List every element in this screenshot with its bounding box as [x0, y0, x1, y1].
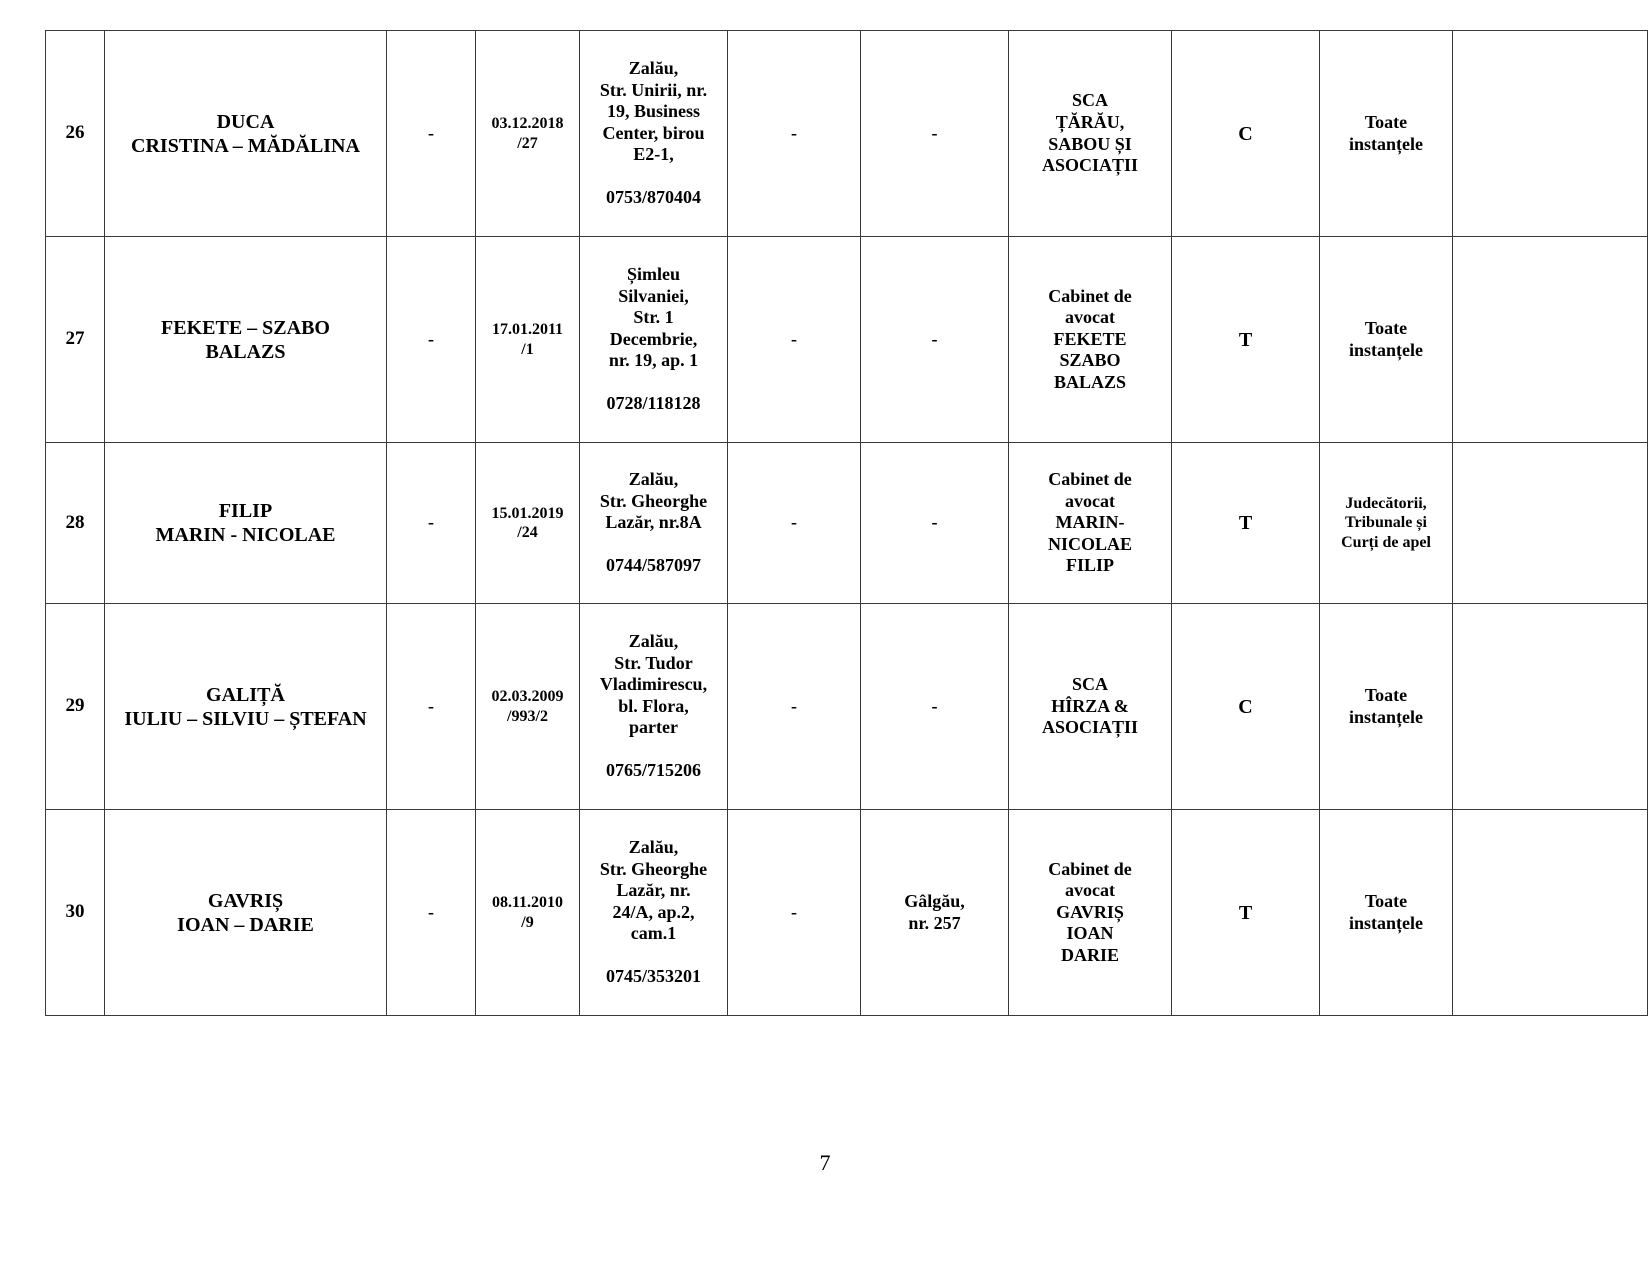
practice-form: Cabinet de avocat GAVRIȘ IOAN DARIE [1009, 810, 1172, 1016]
extra-cell [1453, 604, 1648, 810]
registration-date: 08.11.2010 /9 [476, 810, 580, 1016]
courts: Toate instanțele [1320, 604, 1453, 810]
lawyer-name: GALIȚĂ IULIU – SILVIU – ȘTEFAN [105, 604, 387, 810]
lawyer-name: GAVRIȘ IOAN – DARIE [105, 810, 387, 1016]
office-address: Zalău, Str. Gheorghe Lazăr, nr. 24/A, ap.2, cam.1 0745/353201 [580, 810, 728, 1016]
registration-date: 15.01.2019 /24 [476, 443, 580, 604]
row-number: 27 [46, 237, 105, 443]
status-letter: C [1172, 31, 1320, 237]
secondary-office: - [861, 604, 1009, 810]
extra-cell [1453, 810, 1648, 1016]
courts: Judecătorii, Tribunale și Curți de apel [1320, 443, 1453, 604]
status-letter: C [1172, 604, 1320, 810]
dash-cell: - [387, 604, 476, 810]
dash-cell: - [387, 443, 476, 604]
dash-cell: - [728, 443, 861, 604]
office-address: Zalău, Str. Tudor Vladimirescu, bl. Flora, parter 0765/715206 [580, 604, 728, 810]
secondary-office: - [861, 31, 1009, 237]
table-row [46, 810, 1648, 1016]
registration-date: 03.12.2018 /27 [476, 31, 580, 237]
secondary-office: - [861, 443, 1009, 604]
extra-cell [1453, 31, 1648, 237]
dash-cell: - [728, 604, 861, 810]
practice-form: Cabinet de avocat MARIN- NICOLAE FILIP [1009, 443, 1172, 604]
office-address: Șimleu Silvaniei, Str. 1 Decembrie, nr. 19, ap. 1 0728/118128 [580, 237, 728, 443]
dash-cell: - [387, 237, 476, 443]
row-number: 28 [46, 443, 105, 604]
status-letter: T [1172, 237, 1320, 443]
extra-cell [1453, 237, 1648, 443]
registration-date: 02.03.2009 /993/2 [476, 604, 580, 810]
table-row [46, 604, 1648, 810]
dash-cell: - [728, 237, 861, 443]
courts: Toate instanțele [1320, 31, 1453, 237]
dash-cell: - [728, 810, 861, 1016]
extra-cell [1453, 443, 1648, 604]
status-letter: T [1172, 443, 1320, 604]
row-number: 26 [46, 31, 105, 237]
office-address: Zalău, Str. Gheorghe Lazăr, nr.8A 0744/587097 [580, 443, 728, 604]
courts: Toate instanțele [1320, 237, 1453, 443]
lawyer-name: DUCA CRISTINA – MĂDĂLINA [105, 31, 387, 237]
dash-cell: - [387, 31, 476, 237]
page-number: 7 [819, 1150, 831, 1175]
dash-cell: - [387, 810, 476, 1016]
table-row [46, 443, 1648, 604]
practice-form: SCA HÎRZA & ASOCIAȚII [1009, 604, 1172, 810]
lawyer-name: FEKETE – SZABO BALAZS [105, 237, 387, 443]
secondary-office: - [861, 237, 1009, 443]
dash-cell: - [728, 31, 861, 237]
lawyers-table [45, 30, 1648, 1016]
lawyer-name: FILIP MARIN - NICOLAE [105, 443, 387, 604]
secondary-office: Gâlgău, nr. 257 [861, 810, 1009, 1016]
row-number: 30 [46, 810, 105, 1016]
table-row [46, 31, 1648, 237]
practice-form: Cabinet de avocat FEKETE SZABO BALAZS [1009, 237, 1172, 443]
registration-date: 17.01.2011 /1 [476, 237, 580, 443]
office-address: Zalău, Str. Unirii, nr. 19, Business Center, birou E2-1, 0753/870404 [580, 31, 728, 237]
row-number: 29 [46, 604, 105, 810]
status-letter: T [1172, 810, 1320, 1016]
table-row [46, 237, 1648, 443]
courts: Toate instanțele [1320, 810, 1453, 1016]
practice-form: SCA ȚĂRĂU, SABOU ȘI ASOCIAȚII [1009, 31, 1172, 237]
